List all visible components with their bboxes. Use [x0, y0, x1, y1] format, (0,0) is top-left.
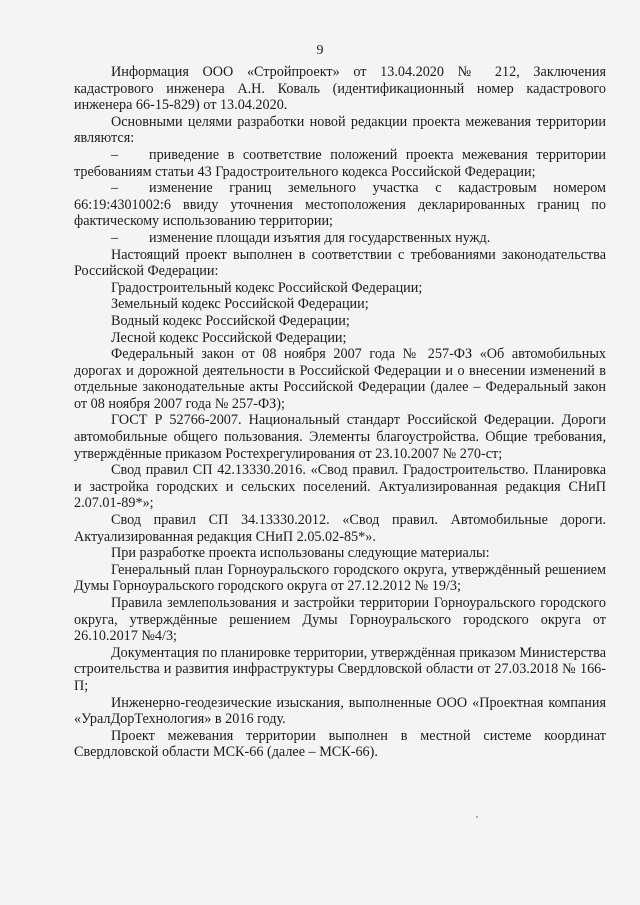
paragraph: ГОСТ Р 52766-2007. Национальный стандарт Российской Федерации. Дороги автомобильные общего пользования. Элементы благоустройства. Общие требования, утверждённые приказом Ростехрегулирования от 23.10.2007 № 270-ст; [74, 412, 606, 462]
scan-speck [476, 816, 478, 818]
list-dash-marker: – [111, 229, 119, 246]
paragraph: Земельный кодекс Российской Федерации; [111, 296, 369, 313]
paragraph: Документация по планировке территории, утверждённая приказом Министерства строительства и развития инфраструктуры Свердловской области от 27.03.2018 № 166-П; [74, 644, 606, 694]
paragraph: Проект межевания территории выполнен в местной системе координат Свердловской области МСК-66 (далее – МСК-66). [74, 727, 606, 761]
paragraph: Основными целями разработки новой редакции проекта межевания территории являются: [74, 113, 606, 147]
list-dash-marker: – [111, 146, 119, 163]
page-number: 9 [316, 43, 324, 58]
paragraph: Водный кодекс Российской Федерации; [111, 312, 350, 329]
paragraph: Генеральный план Горноуральского городского округа, утверждённый решением Думы Горноуральского городского округа от 27.12.2012 № 19/3; [74, 561, 606, 595]
paragraph: Свод правил СП 42.13330.2016. «Свод правил. Градостроительство. Планировка и застройка городских и сельских поселений. Актуализированная редакция СНиП 2.07.01-89*»; [74, 462, 606, 512]
document-body [74, 64, 606, 761]
paragraph: Информация ООО «Стройпроект» от 13.04.2020 № 212, Заключения кадастрового инженера А.Н. Коваль (идентификационный номер кадастрового инженера 66-15-829) от 13.04.2020. [74, 64, 606, 114]
list-item [74, 147, 606, 180]
paragraph: При разработке проекта использованы следующие материалы: [111, 545, 490, 562]
paragraph: Градостроительный кодекс Российской Федерации; [111, 279, 423, 296]
paragraph: Инженерно-геодезические изыскания, выполненные ООО «Проектная компания «УралДорТехнология» в 2016 году. [74, 694, 606, 728]
paragraph: Правила землепользования и застройки территории Горноуральского городского округа, утверждённые решением Думы Горноуральского городского округа от 26.10.2017 №4/3; [74, 595, 606, 645]
paragraph: Настоящий проект выполнен в соответствии с требованиями законодательства Российской Федерации: [74, 246, 606, 280]
list-item-text: изменение границ земельного участка с кадастровым номером 66:19:4301002:6 ввиду уточнения местоположения декларированных границ по фактическому использованию территории; [74, 180, 606, 230]
paragraph: Лесной кодекс Российской Федерации; [111, 329, 347, 346]
list-item-text: изменение площади изъятия для государственных нужд. [149, 229, 491, 246]
list-item-text: приведение в соответствие положений проекта межевания территории требованиям статьи 43 Градостроительного кодекса Российской Федерации; [74, 146, 606, 180]
list-dash-marker: – [111, 180, 119, 197]
list-item [74, 230, 606, 247]
paragraph: Свод правил СП 34.13330.2012. «Свод правил. Автомобильные дороги. Актуализированная редакция СНиП 2.05.02-85*». [74, 512, 606, 545]
paragraph: Федеральный закон от 08 ноября 2007 года № 257-ФЗ «Об автомобильных дорогах и дорожной деятельности в Российской Федерации и о внесении изменений в отдельные законодательные акты Российской Федерации (далее – Федеральный закон от 08 ноября 2007 года № 257-ФЗ); [74, 346, 606, 412]
list-item [74, 180, 606, 230]
